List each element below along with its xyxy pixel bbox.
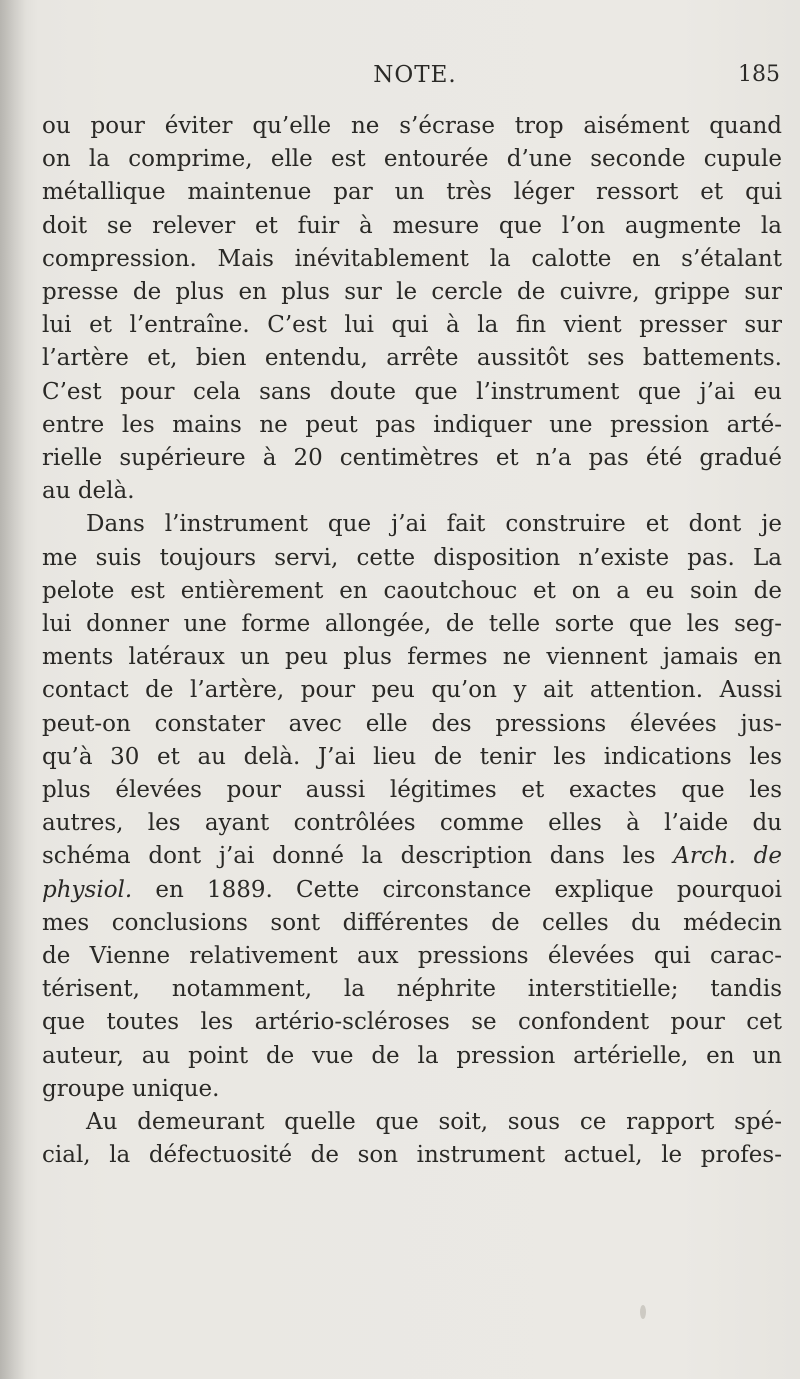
text-line: de Vienne relativement aux pressions élevées qui carac- (42, 943, 782, 970)
text-line: pelote est entièrement en caoutchouc et on a eu soin de (42, 577, 782, 604)
text-line: C’est pour cela sans doute que l’instrument que j’ai eu (42, 378, 782, 405)
text-line: Au demeurant quelle que soit, sous ce rapport spé- (86, 1109, 782, 1136)
journal-title-italic: Arch. de (673, 843, 782, 870)
text-line: me suis toujours servi, cette disposition n’existe pas. La (42, 544, 782, 571)
text-line: que toutes les artério-scléroses se confondent pour cet (42, 1009, 782, 1036)
text-line: groupe unique. (42, 1075, 220, 1102)
text-line: presse de plus en plus sur le cercle de cuivre, grippe sur (42, 279, 782, 306)
text-line: schéma dont j’ai donné la description dans les Arch. de (42, 843, 782, 870)
text-line: métallique maintenue par un très léger ressort et qui (42, 179, 782, 206)
body-text (42, 110, 782, 1173)
text-line: physiol. en 1889. Cette circonstance explique pourquoi (42, 876, 782, 903)
text-line: ments latéraux un peu plus fermes ne viennent jamais en (42, 644, 782, 671)
text-line: térisent, notamment, la néphrite interstitielle; tandis (42, 976, 782, 1003)
journal-title-italic: physiol. (42, 876, 133, 903)
text-line: cial, la défectuosité de son instrument actuel, le profes- (42, 1142, 782, 1169)
paragraph-2 (42, 508, 782, 1106)
text-line: plus élevées pour aussi légitimes et exactes que les (42, 777, 782, 804)
text-line: doit se relever et fuir à mesure que l’on augmente la (42, 212, 782, 239)
header-title: NOTE. (373, 62, 457, 88)
text-line: au delà. (42, 478, 135, 505)
text-line: rielle supérieure à 20 centimètres et n’a pas été gradué (42, 445, 782, 472)
text-line: contact de l’artère, pour peu qu’on y ait attention. Aussi (42, 677, 782, 704)
text-line: mes conclusions sont différentes de celles du médecin (42, 909, 782, 936)
page-number: 185 (738, 62, 780, 87)
paper-smudge (640, 1305, 646, 1319)
text-line: Dans l’instrument que j’ai fait construire et dont je (86, 511, 782, 538)
text-line: compression. Mais inévitablement la calotte en s’étalant (42, 245, 782, 272)
text-line: entre les mains ne peut pas indiquer une pression arté- (42, 411, 782, 438)
text-line: lui et l’entraîne. C’est lui qui à la fin vient presser sur (42, 312, 782, 339)
text-line: on la comprime, elle est entourée d’une seconde cupule (42, 146, 782, 173)
text-line: autres, les ayant contrôlées comme elles à l’aide du (42, 810, 782, 837)
binding-edge-shadow (0, 0, 26, 1379)
text-line: qu’à 30 et au delà. J’ai lieu de tenir les indications les (42, 743, 782, 770)
text-line: lui donner une forme allongée, de telle sorte que les seg- (42, 611, 782, 638)
paragraph-1 (42, 110, 782, 508)
text-line: auteur, au point de vue de la pression artérielle, en un (42, 1042, 782, 1069)
running-header (0, 62, 800, 102)
text-line: ou pour éviter qu’elle ne s’écrase trop aisément quand (42, 113, 782, 139)
paragraph-3 (42, 1106, 782, 1172)
text-line: peut-on constater avec elle des pressions élevées jus- (42, 710, 782, 737)
text-line: l’artère et, bien entendu, arrête aussitôt ses battements. (42, 345, 782, 372)
